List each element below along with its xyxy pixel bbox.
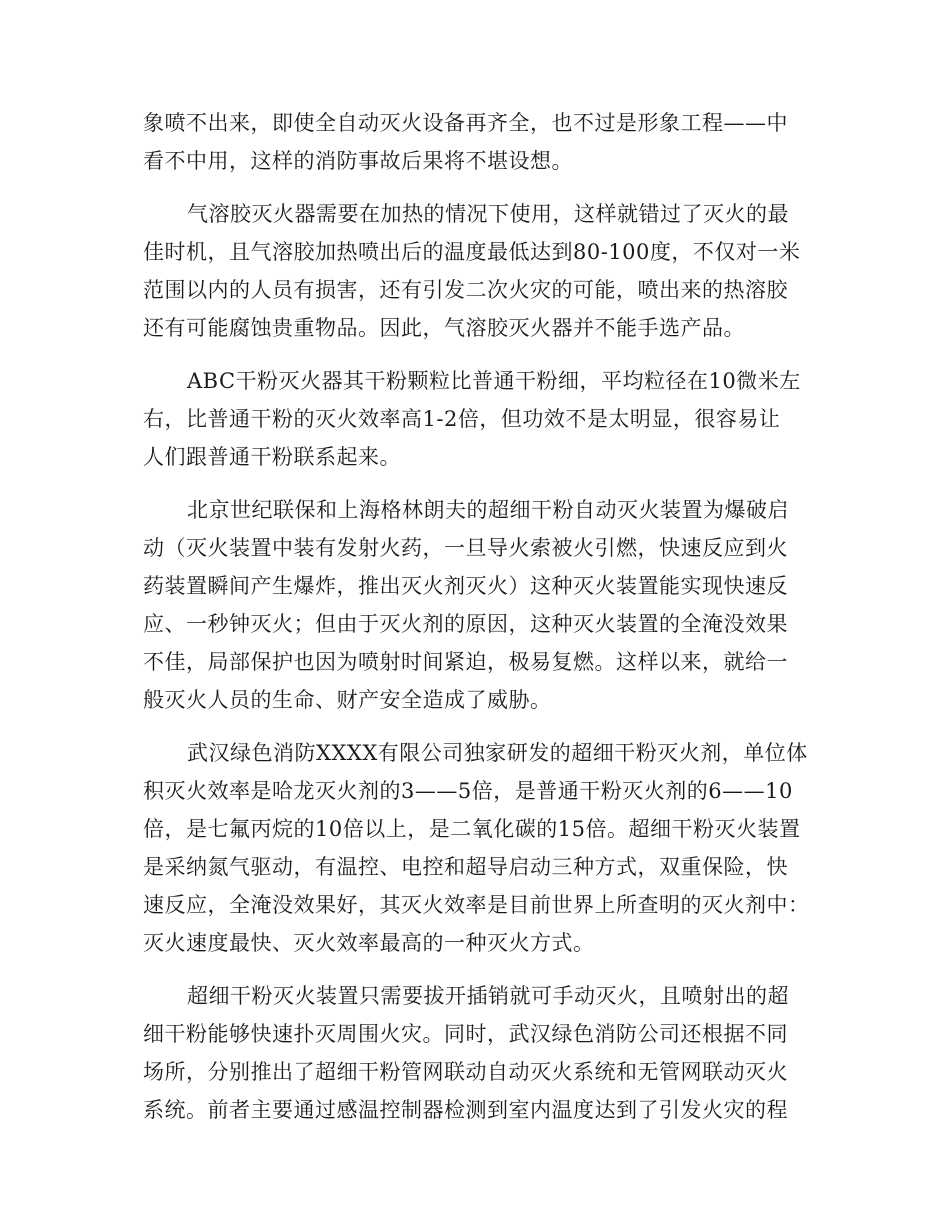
text-line: 是采纳氮气驱动，有温控、电控和超导启动三种方式，双重保险，快 [143, 855, 788, 879]
text-line: 速反应，全淹没效果好，其灭火效率是目前世界上所查明的灭火剂中： [143, 893, 810, 917]
text-line: 灭火速度最快、灭火效率最高的一种灭火方式。 [143, 931, 595, 955]
text-line: 场所，分别推出了超细干粉管网联动自动灭火系统和无管网联动灭火 [143, 1060, 788, 1084]
text-line: 看不中用，这样的消防事故后果将不堪设想。 [143, 149, 573, 173]
paragraph [143, 104, 823, 180]
text-line: 象喷不出来，即使全自动灭火设备再齐全，也不过是形象工程——中 [143, 111, 788, 135]
text-line: 细干粉能够快速扑灭周围火灾。同时，武汉绿色消防公司还根据不同 [143, 1022, 788, 1046]
paragraph [143, 734, 823, 962]
paragraph [143, 491, 823, 719]
text-line: 范围以内的人员有损害，还有引发二次火灾的可能，喷出来的热溶胶 [143, 278, 788, 302]
text-line: 气溶胶灭火器需要在加热的情况下使用，这样就错过了灭火的最 [187, 202, 789, 226]
text-line: 倍，是七氟丙烷的10倍以上，是二氧化碳的15倍。超细干粉灭火装置 [143, 817, 801, 841]
text-line: 右，比普通干粉的灭火效率高1-2倍，但功效不是太明显，很容易让 [143, 407, 781, 431]
document-body [143, 104, 823, 1144]
text-line: 系统。前者主要通过感温控制器检测到室内温度达到了引发火灾的程 [143, 1098, 788, 1122]
text-line: 不佳，局部保护也因为喷射时间紧迫，极易复燃。这样以来，就给一 [143, 650, 788, 674]
text-line: 积灭火效率是哈龙灭火剂的3——5倍，是普通干粉灭火剂的6——10 [143, 779, 793, 803]
text-line: 般灭火人员的生命、财产安全造成了威胁。 [143, 688, 552, 712]
text-line: 人们跟普通干粉联系起来。 [143, 445, 401, 469]
text-line: 还有可能腐蚀贵重物品。因此，气溶胶灭火器并不能手选产品。 [143, 316, 745, 340]
paragraph [143, 362, 823, 476]
paragraph [143, 977, 823, 1129]
text-line: 佳时机，且气溶胶加热喷出后的温度最低达到80-100度，不仅对一米 [143, 240, 801, 264]
text-line: 超细干粉灭火装置只需要拔开插销就可手动灭火，且喷射出的超 [187, 984, 789, 1008]
text-line: 应、一秒钟灭火；但由于灭火剂的原因，这种灭火装置的全淹没效果 [143, 612, 788, 636]
text-line: 北京世纪联保和上海格林朗夫的超细干粉自动灭火装置为爆破启 [187, 498, 789, 522]
text-line: 药装置瞬间产生爆炸，推出灭火剂灭火）这种灭火装置能实现快速反 [143, 574, 788, 598]
text-line: 动（灭火装置中装有发射火药，一旦导火索被火引燃，快速反应到火 [143, 536, 788, 560]
text-line: ABC干粉灭火器其干粉颗粒比普通干粉细，平均粒径在10微米左 [187, 369, 801, 393]
text-line: 武汉绿色消防XXXX有限公司独家研发的超细干粉灭火剂，单位体 [187, 741, 808, 765]
paragraph [143, 195, 823, 347]
